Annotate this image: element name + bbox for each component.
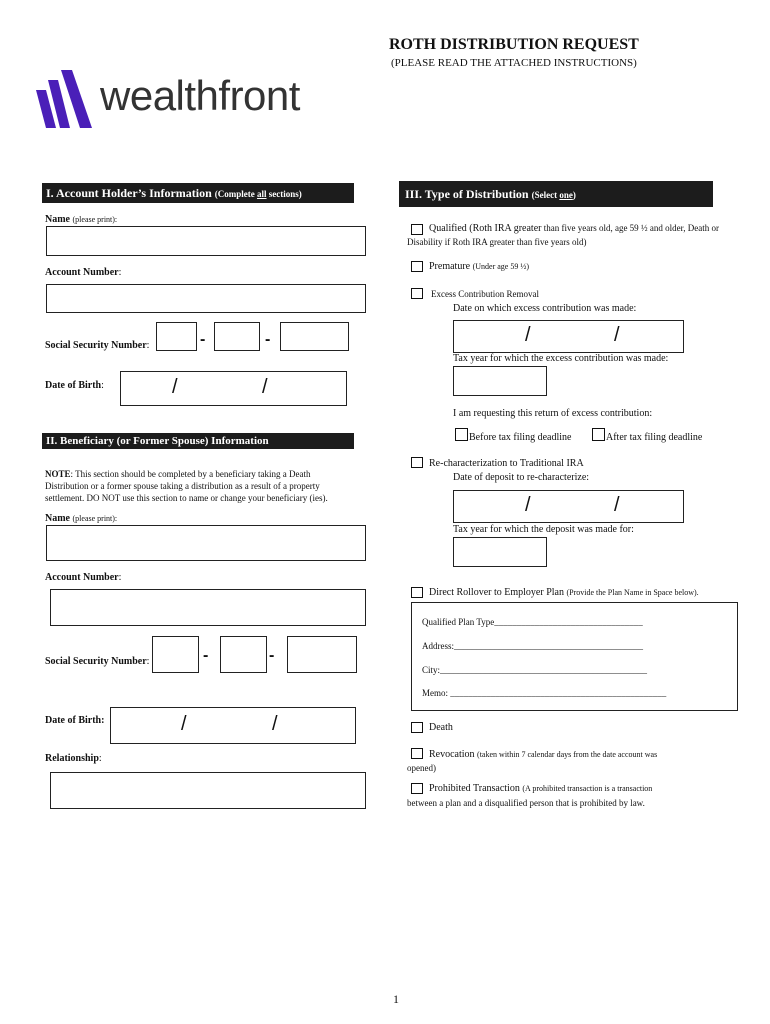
section3-header-note-post: ) (572, 190, 576, 200)
s1-dob-label (45, 380, 104, 391)
section3-header-text: III. Type of Distribution (405, 187, 529, 201)
recharacterization-checkbox[interactable] (411, 457, 423, 468)
qualified-main: Qualified (Roth IRA greater (429, 223, 542, 234)
rechar-date-field[interactable] (453, 490, 684, 523)
s2-dob-slash-2: / (272, 713, 278, 735)
revocation-note: (taken within 7 calendar days from the date account was (477, 750, 658, 759)
s2-ssn-label-text: Social Security Number (45, 656, 147, 667)
rollover-note: (Provide the Plan Name in Space below). (566, 588, 699, 597)
section2-header-text: II. Beneficiary (or Former Spouse) Information (46, 435, 269, 447)
s1-ssn-label-text: Social Security Number (45, 340, 147, 351)
wealthfront-logo-text: wealthfront (100, 72, 300, 119)
s2-ssn-field-part2[interactable] (220, 636, 267, 673)
section1-header-note-pre: (Complete (214, 189, 258, 199)
section1-header (42, 183, 354, 203)
section2-header (42, 433, 354, 449)
form-subtitle: (PLEASE READ THE ATTACHED INSTRUCTIONS) (391, 57, 637, 69)
wealthfront-logo-mark-icon (34, 70, 96, 132)
plan-type-line[interactable]: Qualified Plan Type_________________________________ (422, 617, 643, 627)
s1-ssn-field-part2[interactable] (214, 322, 260, 351)
excess-date-label: Date on which excess contribution was made: (453, 303, 637, 314)
s2-note-line2: Distribution or a former spouse taking a distribution as a result of a property (45, 481, 320, 491)
s1-dob-label-text: Date of Birth (45, 380, 102, 391)
section3-header-note-pre: (Select (531, 190, 560, 200)
plan-memo-line[interactable]: Memo: ________________________________________________ (422, 688, 667, 698)
s1-name-label (45, 214, 117, 225)
before-deadline-checkbox[interactable] (455, 428, 468, 441)
s1-account-field[interactable] (46, 284, 366, 313)
excess-date-slash-1: / (525, 324, 531, 346)
s1-ssn-colon: : (146, 340, 150, 351)
s2-name-field[interactable] (46, 525, 366, 561)
prohibited-line1 (429, 783, 652, 794)
premature-note: (Under age 59 ½) (472, 262, 530, 271)
s2-ssn-label (45, 656, 149, 667)
excess-date-field[interactable] (453, 320, 684, 353)
before-deadline-label: Before tax filing deadline (469, 432, 572, 443)
after-deadline-label: After tax filing deadline (606, 432, 703, 443)
s1-dob-colon: : (101, 380, 104, 391)
premature-checkbox[interactable] (411, 261, 423, 272)
s2-relationship-label (45, 753, 102, 764)
s2-account-colon: : (118, 572, 122, 583)
s2-name-hint: (please print): (72, 514, 118, 523)
qualified-line1 (429, 223, 719, 234)
premature-line (429, 261, 529, 272)
qualified-rest: than five years old, age 59 ½ and older, Death or (541, 223, 720, 233)
prohibited-line2: between a plan and a disqualified person that is prohibited by law. (407, 798, 645, 808)
section1-header-note-post: sections) (266, 189, 302, 199)
section3-header-note-em: one (559, 190, 573, 200)
s1-account-label-text: Account Number (45, 267, 119, 278)
rechar-tax-year-label: Tax year for which the deposit was made for: (453, 524, 634, 535)
revocation-line1 (429, 749, 657, 760)
prohibited-label: Prohibited Transaction (429, 783, 520, 794)
s2-dob-slash-1: / (181, 713, 187, 735)
s1-dob-slash-1: / (172, 376, 178, 398)
rechar-tax-year-field[interactable] (453, 537, 547, 567)
excess-date-slash-2: / (614, 324, 620, 346)
rollover-line (429, 587, 699, 598)
s2-ssn-field-part3[interactable] (287, 636, 357, 673)
plan-city-line[interactable]: City:______________________________________________ (422, 665, 648, 675)
rechar-date-slash-2: / (614, 494, 620, 516)
s1-ssn-label (45, 340, 149, 351)
s1-ssn-dash-2: - (265, 331, 271, 348)
section1-header-note-em: all (257, 189, 267, 199)
s1-ssn-field-part3[interactable] (280, 322, 349, 351)
form-title: ROTH DISTRIBUTION REQUEST (389, 36, 639, 53)
s1-dob-field[interactable] (120, 371, 347, 406)
qualified-line2: Disability if Roth IRA greater than five years old) (407, 237, 587, 247)
s1-name-label-text: Name (45, 214, 70, 225)
s1-account-colon: : (118, 267, 122, 278)
rechar-date-label: Date of deposit to re-characterize: (453, 472, 590, 483)
excess-request-label: I am requesting this return of excess contribution: (453, 408, 653, 419)
s2-account-label (45, 572, 121, 583)
excess-tax-year-label: Tax year for which the excess contribution was made: (453, 353, 669, 364)
s2-account-label-text: Account Number (45, 572, 119, 583)
s1-dob-slash-2: / (262, 376, 268, 398)
excess-tax-year-field[interactable] (453, 366, 547, 396)
premature-label: Premature (429, 261, 471, 272)
s2-note-text1: : This section should be completed by a beneficiary taking a Death (70, 469, 311, 479)
after-deadline-checkbox[interactable] (592, 428, 605, 441)
prohibited-note: (A prohibited transaction is a transaction (522, 784, 653, 793)
prohibited-checkbox[interactable] (411, 783, 423, 794)
s2-note-line3: settlement. DO NOT use this section to name or change your beneficiary (ies). (45, 493, 328, 503)
page-number: 1 (393, 992, 399, 1006)
wealthfront-logo (34, 70, 344, 132)
s2-ssn-dash-1: - (203, 647, 209, 664)
rechar-date-slash-1: / (525, 494, 531, 516)
rollover-checkbox[interactable] (411, 587, 423, 598)
s2-dob-label-text: Date of Birth: (45, 715, 105, 726)
plan-address-line[interactable]: Address:__________________________________________ (422, 641, 643, 651)
s2-account-field[interactable] (50, 589, 366, 626)
section3-header (399, 181, 713, 207)
s1-account-label (45, 267, 121, 278)
s2-note-line1 (45, 469, 311, 479)
revocation-checkbox[interactable] (411, 748, 423, 759)
s2-name-label (45, 513, 117, 524)
s2-name-label-text: Name (45, 513, 70, 524)
s1-name-field[interactable] (46, 226, 366, 256)
revocation-label: Revocation (429, 749, 475, 760)
excess-label: Excess Contribution Removal (431, 289, 539, 299)
s2-dob-label (45, 715, 104, 726)
s1-name-hint: (please print): (72, 215, 118, 224)
s2-relationship-label-text: Relationship (45, 753, 99, 764)
s2-dob-field[interactable] (110, 707, 356, 744)
s2-ssn-dash-2: - (269, 647, 275, 664)
section1-header-text: I. Account Holder’s Information (46, 186, 212, 200)
s2-relationship-field[interactable] (50, 772, 366, 809)
s2-note-label: NOTE (45, 469, 71, 479)
death-checkbox[interactable] (411, 722, 423, 733)
revocation-line2: opened) (407, 763, 436, 773)
s1-ssn-field-part1[interactable] (156, 322, 197, 351)
s1-ssn-dash-1: - (200, 331, 206, 348)
excess-checkbox[interactable] (411, 288, 423, 299)
s2-ssn-colon: : (146, 656, 150, 667)
s2-relationship-colon: : (98, 753, 102, 764)
s2-ssn-field-part1[interactable] (152, 636, 199, 673)
recharacterization-label: Re-characterization to Traditional IRA (429, 458, 584, 469)
rollover-label: Direct Rollover to Employer Plan (429, 587, 564, 598)
death-label: Death (429, 722, 453, 733)
qualified-checkbox[interactable] (411, 224, 423, 235)
